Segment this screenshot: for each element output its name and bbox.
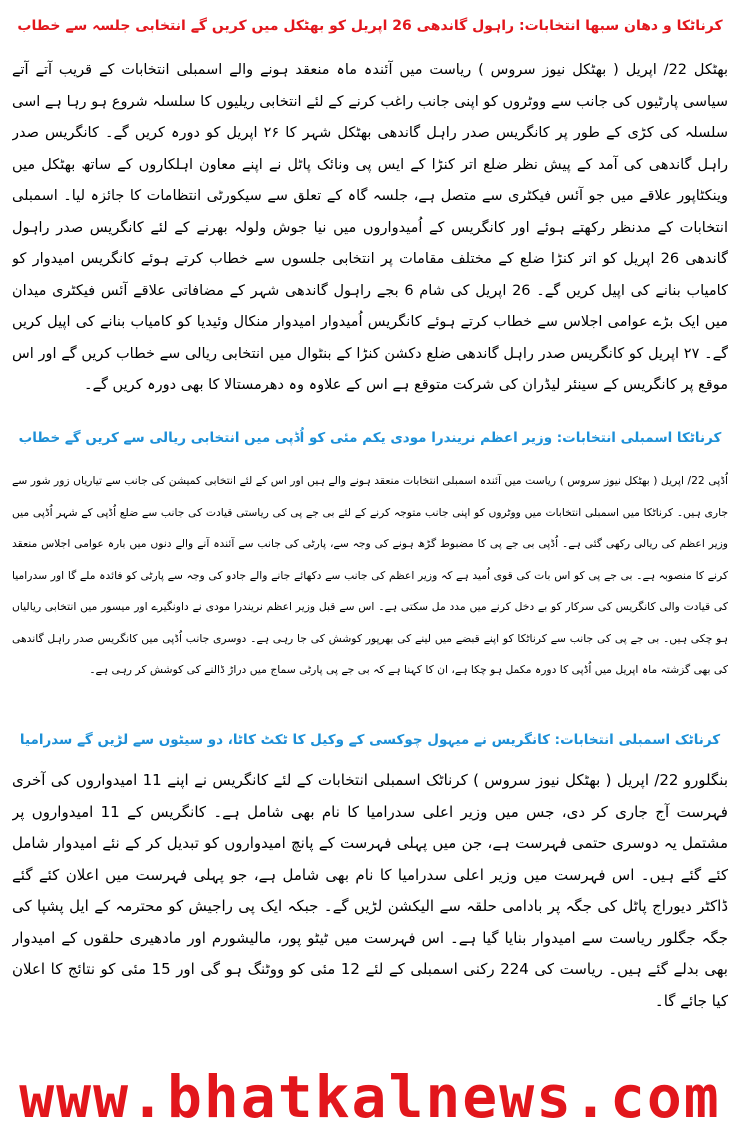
article-3-headline: کرناٹک اسمبلی انتخابات: کانگریس نے میہول چوکسی کے وکیل کا ٹکٹ کاٹا، دو سیٹوں سے لڑیں گے سدرامیا (19, 732, 721, 748)
article-2-body: اُڈپی 22/ اپریل ( بھٹکل نیوز سروس ) ریاست میں آئندہ اسمبلی انتخابات منعقد ہونے والے ہیں اور اس کے لئے انتخابی کمیشن کی جانب سے تیاریاں زور شور سے جاری ہیں۔ کرناٹکا میں اسمبلی انتخابات میں ووٹروں کو اپنی جانب متوجہ کرنے کے لئے بی جے پی کی ریاستی قیادت کی جانب سے ضلع اُڈپی کے شہر اُڈپی میں وزیر اعظم کی ریالی رکھی گئی ہے۔ اُڈپی بی جے پی کا مضبوط گڑھ ہونے کی وجہ سے، پارٹی کی جانب سے آئندہ آنے والے دنوں میں بارہ عوامی اجلاس منعقد کرنے کا منصوبہ ہے۔ بی جے پی کو اس بات کی قوی اُمید ہے کہ وزیر اعظم کی جانب سے دکھائے جانے والے جادو کی وجہ سے پارٹی کو فائدہ ملے گا اور سدرامیا کی قیادت والی کانگریس کی سرکار کو بے دخل کرنے میں مدد مل سکتی ہے۔ اس سے قبل وزیر اعظم نریندرا مودی نے داونگیرے اور میسور میں انتخابی ریالیاں ہو چکی ہیں۔ بی جے پی کی جانب سے کرناٹکا کو اپنے قبضے میں لینے کی بھرپور کوشش کی جا رہی ہے۔ دوسری جانب اُڈپی میں کانگریس صدر راہل گاندھی کی بھی گزشتہ ماہ اپریل میں اُڈپی کا دورہ مکمل ہو چکا ہے، ان کا کہنا ہے کہ بی جے پی پارٹی سماج میں دراڑ ڈالنے کی کوشش کر رہی ہے۔ (12, 474, 728, 676)
website-footer: www.bhatkalnews.com (19, 1063, 721, 1131)
article-2-headline: کرناٹکا اسمبلی انتخابات: وزیر اعظم نریندرا مودی یکم مئی کو اُڈپی میں انتخابی ریالی سے کریں گے خطاب (18, 430, 722, 446)
article-1-body: بھٹکل 22/ اپریل ( بھٹکل نیوز سروس ) ریاست میں آئندہ ماہ منعقد ہونے والے اسمبلی انتخابات کے قریب آتے آتے سیاسی پارٹیوں کی جانب سے ووٹروں کو اپنی جانب راغب کرنے کے لئے انتخابی ریلیوں کا سلسلہ شروع ہو رہا ہے اسی سلسلہ کی کڑی کے طور پر کانگریس صدر راہل گاندھی بھٹکل شہر کا ۲۶ اپریل کو دورہ کریں گے۔ کانگریس صدر راہل گاندھی کی آمد کے پیش نظر ضلع اتر کنڑا کے ایس پی ونائک پاٹل نے اپنے معاون اہلکاروں کے ساتھ بھٹکل میں وینکٹاپور علاقے میں جو آئس فیکٹری سے متصل ہے، جلسہ گاہ کے تعلق سے سیکورٹی انتظامات کا جائزہ لیا۔ اسمبلی انتخابات کے مدنظر رکھتے ہوئے اور کانگریس کے اُمیدواروں میں نیا جوش ولولہ بھرنے کے لئے کانگریس صدر راہول گاندھی 26 اپریل کو اتر کنڑا ضلع کے مختلف مقامات پر انتخابی جلسوں سے خطاب کرتے ہوئے کانگریس امیدوار کو کامیاب بنانے کی اپیل کریں گے۔ 26 اپریل کی شام 6 بجے راہول گاندھی شہر کے مضافاتی علاقے آئس فیکٹری میدان میں ایک بڑے عوامی اجلاس سے خطاب کرتے ہوئے کانگریس اُمیدوار امیدوار منکال وئیدیا کو کامیاب بنانے کی اپیل کریں گے۔ ۲۷ اپریل کو کانگریس صدر راہل گاندھی ضلع دکشن کنڑا کے بنٹوال میں انتخابی ریالی سے خطاب کریں گے اور اس موقع پر کانگریس کے سینئر لیڈران کی شرکت متوقع ہے اس کے علاوہ وہ دھرمستالا کا بھی دورہ کریں گے۔ (12, 62, 728, 393)
article-3-body: بنگلورو 22/ اپریل ( بھٹکل نیوز سروس ) کرناٹک اسمبلی انتخابات کے لئے کانگریس نے اپنے 11 امیدواروں کی آخری فہرست آج جاری کر دی، جس میں وزیر اعلی سدرامیا کا نام بھی شامل ہے۔ کانگریس کے 11 امیدواروں پر مشتمل یہ دوسری حتمی فہرست ہے، جن میں پہلی فہرست کے پانچ امیدواروں کو تبدیل کر کے نئے امیدوار شامل کئے گئے ہیں۔ اس فہرست میں وزیر اعلی سدرامیا کا نام بھی شامل ہے، جو پہلی فہرست میں اعلان کئے گئے ڈاکٹر دیوراج پاٹل کی جگہ پر بادامی حلقہ سے الیکشن لڑیں گے۔ جبکہ ایک پی راجیش کو محترمہ کے ایل پشپا کی جگہ جگلور ریاست سے امیدوار بنایا گیا ہے۔ اس فہرست میں ٹیٹو پور، مالیشورم اور مادھیری حلقوں کے امیدوار بھی بدلے گئے ہیں۔ ریاست کی 224 رکنی اسمبلی کے لئے 12 مئی کو ووٹنگ ہو گی اور 15 مئی کو نتائج کا اعلان کیا جائے گا۔ (12, 771, 728, 1010)
article-1-headline: کرناٹکا و دھان سبھا انتخابات: راہول گاندھی 26 اپریل کو بھٹکل میں کریں گے انتخابی جلسہ سے خطاب (17, 18, 723, 34)
